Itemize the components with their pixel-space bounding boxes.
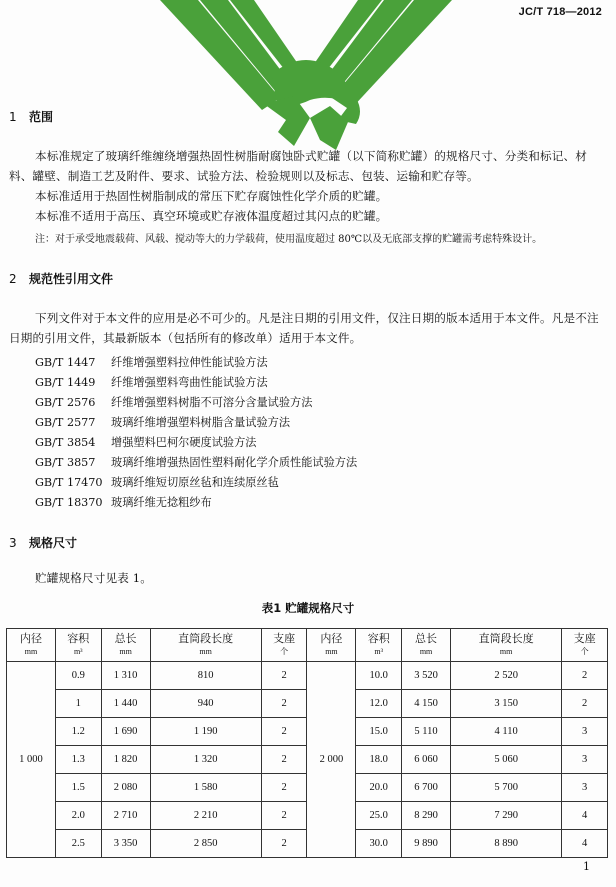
- reference-item: [35, 454, 357, 470]
- reference-item: [35, 414, 290, 430]
- reference-title: 玻璃纤维短切原丝毡和连续原丝毡: [111, 476, 279, 489]
- reference-title: 纤维增强塑料拉伸性能试验方法: [111, 356, 268, 369]
- table-row: [7, 662, 608, 690]
- reference-item: [35, 434, 256, 450]
- section-3-paragraph-1: [9, 568, 605, 588]
- section-1-note: 注：对于承受地震载荷、风载、搅动等大的力学载荷，使用温度超过 80℃以及无底部支撑的贮罐需考虑特殊设计。: [35, 234, 543, 245]
- section-1-paragraph-3: [9, 206, 605, 226]
- table-cell: 2 080: [101, 774, 150, 802]
- table-cell: 1.2: [55, 718, 101, 746]
- table-cell: 1 580: [150, 774, 261, 802]
- table-cell: 0.9: [55, 662, 101, 690]
- table-cell: 1: [55, 690, 101, 718]
- header-cell: 容积 m³: [55, 629, 101, 662]
- table-cell: 12.0: [356, 690, 402, 718]
- table-cell: 3: [562, 774, 608, 802]
- table-cell: 2: [261, 830, 307, 858]
- table-cell: 20.0: [356, 774, 402, 802]
- table-cell: 6 700: [402, 774, 451, 802]
- section-3-p1-text: 贮罐规格尺寸见表 1。: [35, 571, 153, 585]
- table-cell: 5 700: [451, 774, 562, 802]
- table-cell: 2 710: [101, 802, 150, 830]
- table-cell: 810: [150, 662, 261, 690]
- reference-code: GB/T 3857: [35, 456, 96, 469]
- table-cell: 2.5: [55, 830, 101, 858]
- table-cell: 1.3: [55, 746, 101, 774]
- section-1-p3-text: 本标准不适用于高压、真空环境或贮存液体温度超过其闪点的贮罐。: [35, 209, 388, 223]
- reference-code: GB/T 2577: [35, 416, 96, 429]
- table-cell: 1 190: [150, 718, 261, 746]
- table-cell: 2 850: [150, 830, 261, 858]
- reference-code: GB/T 1449: [35, 376, 96, 389]
- reference-title: 玻璃纤维增强热固性塑料耐化学介质性能试验方法: [111, 456, 358, 469]
- header-cell: 总长 mm: [101, 629, 150, 662]
- table-cell: 2: [261, 802, 307, 830]
- header-cell: 支座 个: [562, 629, 608, 662]
- table-cell: 2: [261, 774, 307, 802]
- reference-code: GB/T 18370: [35, 496, 103, 509]
- table-cell: 940: [150, 690, 261, 718]
- table-cell: 15.0: [356, 718, 402, 746]
- table-cell: 1 310: [101, 662, 150, 690]
- table-cell: 4 110: [451, 718, 562, 746]
- reference-item: [35, 494, 212, 510]
- table-cell: 7 290: [451, 802, 562, 830]
- section-1-paragraph-1: [9, 146, 605, 186]
- table-cell: 3: [562, 746, 608, 774]
- table-cell: 2: [261, 718, 307, 746]
- table-cell: 1 320: [150, 746, 261, 774]
- table-cell: 8 290: [402, 802, 451, 830]
- reference-item: [35, 394, 312, 410]
- table-title: 表1 贮罐规格尺寸: [261, 601, 355, 615]
- eagle-logo-icon: [160, 0, 452, 152]
- table-cell: 4 150: [402, 690, 451, 718]
- table-cell: 6 060: [402, 746, 451, 774]
- table-cell: 4: [562, 830, 608, 858]
- table-cell: 2 210: [150, 802, 261, 830]
- table-cell: 10.0: [356, 662, 402, 690]
- section-2-heading: [9, 270, 113, 287]
- reference-title: 纤维增强塑料树脂不可溶分含量试验方法: [111, 396, 313, 409]
- table-cell: 25.0: [356, 802, 402, 830]
- table-cell: 2.0: [55, 802, 101, 830]
- header-cell: 容积 m³: [356, 629, 402, 662]
- reference-item: [35, 474, 279, 490]
- reference-title: 纤维增强塑料弯曲性能试验方法: [111, 376, 268, 389]
- table-cell: 18.0: [356, 746, 402, 774]
- reference-code: GB/T 1447: [35, 356, 96, 369]
- standard-code: JC/T 718—2012: [518, 6, 602, 18]
- reference-item: [35, 374, 268, 390]
- reference-code: GB/T 2576: [35, 396, 96, 409]
- section-2-paragraph-1: [9, 308, 605, 348]
- table-cell: 1 440: [101, 690, 150, 718]
- table-cell: 5 110: [402, 718, 451, 746]
- header-cell: 直筒段长度 mm: [150, 629, 261, 662]
- table-cell: 1.5: [55, 774, 101, 802]
- reference-code: GB/T 3854: [35, 436, 96, 449]
- header-cell: 内径 mm: [7, 629, 56, 662]
- section-2-title: 规范性引用文件: [29, 272, 114, 286]
- table-cell: 3 350: [101, 830, 150, 858]
- reference-code: GB/T 17470: [35, 476, 103, 489]
- table-cell: 2: [261, 662, 307, 690]
- table-cell: 2: [261, 690, 307, 718]
- section-3-title: 规格尺寸: [29, 536, 78, 550]
- table-cell: 3: [562, 718, 608, 746]
- table-cell: 30.0: [356, 830, 402, 858]
- reference-item: [35, 354, 268, 370]
- table-cell: 2 520: [451, 662, 562, 690]
- spec-table: [6, 628, 608, 858]
- section-1-p2-text: 本标准适用于热固性树脂制成的常压下贮存腐蚀性化学介质的贮罐。: [35, 189, 388, 203]
- header-cell: 直筒段长度 mm: [451, 629, 562, 662]
- inner-diameter-cell: 2 000: [307, 662, 356, 858]
- section-3-number: 3: [9, 536, 17, 550]
- table-cell: 4: [562, 802, 608, 830]
- reference-title: 玻璃纤维增强塑料树脂含量试验方法: [111, 416, 291, 429]
- header-cell: 支座 个: [261, 629, 307, 662]
- table-cell: 8 890: [451, 830, 562, 858]
- reference-title: 增强塑料巴柯尔硬度试验方法: [111, 436, 257, 449]
- reference-title: 玻璃纤维无捻粗纱布: [111, 496, 212, 509]
- inner-diameter-cell: 1 000: [7, 662, 56, 858]
- header-cell: 总长 mm: [402, 629, 451, 662]
- page-number: 1: [583, 860, 590, 873]
- header-cell: 内径 mm: [307, 629, 356, 662]
- table-cell: 9 890: [402, 830, 451, 858]
- table-cell: 3 520: [402, 662, 451, 690]
- table-cell: 5 060: [451, 746, 562, 774]
- table-cell: 2: [562, 662, 608, 690]
- section-1-p1-text: 本标准规定了玻璃纤维缠绕增强热固性树脂耐腐蚀卧式贮罐（以下简称贮罐）的规格尺寸、分类和标记、材料、罐壁、制造工艺及附件、要求、试验方法、检验规则以及标志、包装、运输和贮存等。: [9, 149, 587, 183]
- table-header-row: [7, 629, 608, 662]
- table-cell: 1 820: [101, 746, 150, 774]
- section-1-title: 范围: [29, 110, 54, 124]
- section-3-heading: [9, 534, 77, 551]
- section-1-heading: [9, 108, 53, 125]
- section-2-number: 2: [9, 272, 17, 286]
- table-cell: 2: [261, 746, 307, 774]
- section-2-p1-text: 下列文件对于本文件的应用是必不可少的。凡是注日期的引用文件，仅注日期的版本适用于本文件。凡是不注日期的引用文件，其最新版本（包括所有的修改单）适用于本文件。: [9, 311, 599, 345]
- table-cell: 3 150: [451, 690, 562, 718]
- section-1-number: 1: [9, 110, 17, 124]
- section-1-paragraph-2: [9, 186, 605, 206]
- table-cell: 2: [562, 690, 608, 718]
- table-cell: 1 690: [101, 718, 150, 746]
